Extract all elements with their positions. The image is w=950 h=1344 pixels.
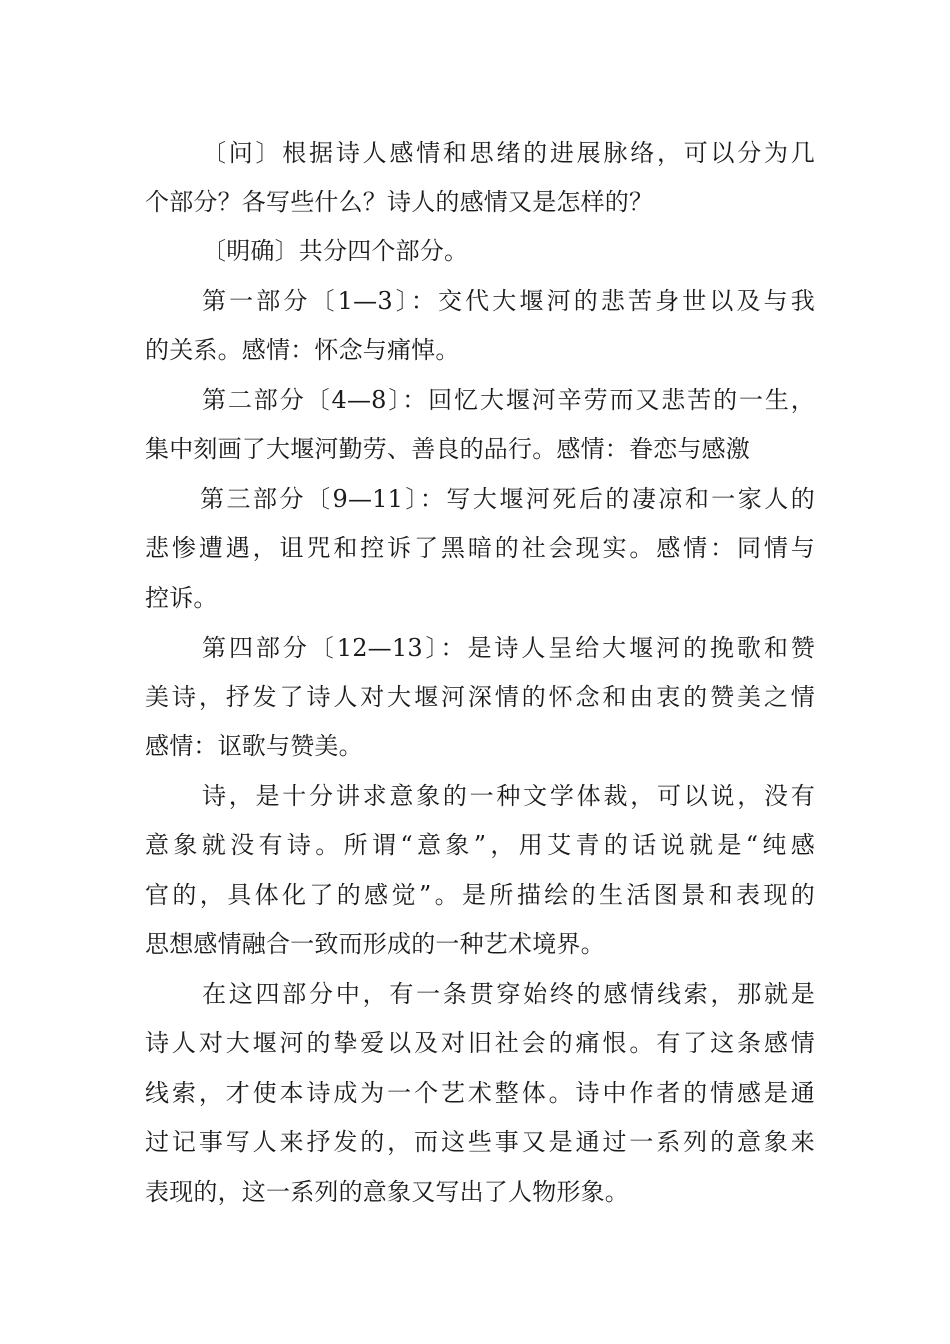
paragraph-line: 悲惨遭遇，诅咒和控诉了黑暗的社会现实。感情：同情与 [145, 534, 815, 562]
paragraph-line: 第三部分〔9—11〕：写大堰河死后的凄凉和一家人的 [200, 485, 815, 513]
paragraph-line: 美诗，抒发了诗人对大堰河深情的怀念和由衷的赞美之情 [145, 683, 815, 711]
paragraph-line: 线索，才使本诗成为一个艺术整体。诗中作者的情感是通 [145, 1079, 815, 1107]
paragraph-line: 意象就没有诗。所谓“意象”，用艾青的话说就是“纯感 [145, 831, 815, 859]
paragraph-line: 控诉。 [145, 584, 218, 612]
paragraph-line: 〔明确〕共分四个部分。 [202, 237, 469, 265]
paragraph-line: 表现的，这一系列的意象又写出了人物形象。 [145, 1178, 629, 1206]
paragraph-line: 的关系。感情：怀念与痛悼。 [145, 336, 460, 364]
paragraph-line: 思想感情融合一致而形成的一种艺术境界。 [145, 930, 605, 958]
paragraph-line: 感情：讴歌与赞美。 [145, 732, 363, 760]
paragraph-line: 诗人对大堰河的挚爱以及对旧社会的痛恨。有了这条感情 [145, 1029, 815, 1057]
paragraph-line: 第一部分〔1—3〕：交代大堰河的悲苦身世以及与我 [202, 287, 815, 315]
paragraph-line: 第四部分〔12—13〕：是诗人呈给大堰河的挽歌和赞 [202, 634, 815, 662]
paragraph-line: 〔问〕根据诗人感情和思绪的进展脉络，可以分为几 [202, 139, 815, 167]
paragraph-line: 官的，具体化了的感觉”。是所描绘的生活图景和表现的 [145, 881, 815, 909]
paragraph-line: 在这四部分中，有一条贯穿始终的感情线索，那就是 [202, 980, 815, 1008]
paragraph-line: 第二部分〔4—8〕：回忆大堰河辛劳而又悲苦的一生， [202, 386, 815, 414]
paragraph-line: 个部分？各写些什么？诗人的感情又是怎样的？ [145, 188, 654, 216]
paragraph-line: 集中刻画了大堰河勤劳、善良的品行。感情：眷恋与感激 [145, 435, 750, 463]
paragraph-line: 诗，是十分讲求意象的一种文学体裁，可以说，没有 [202, 782, 815, 810]
paragraph-line: 过记事写人来抒发的，而这些事又是通过一系列的意象来 [145, 1128, 815, 1156]
